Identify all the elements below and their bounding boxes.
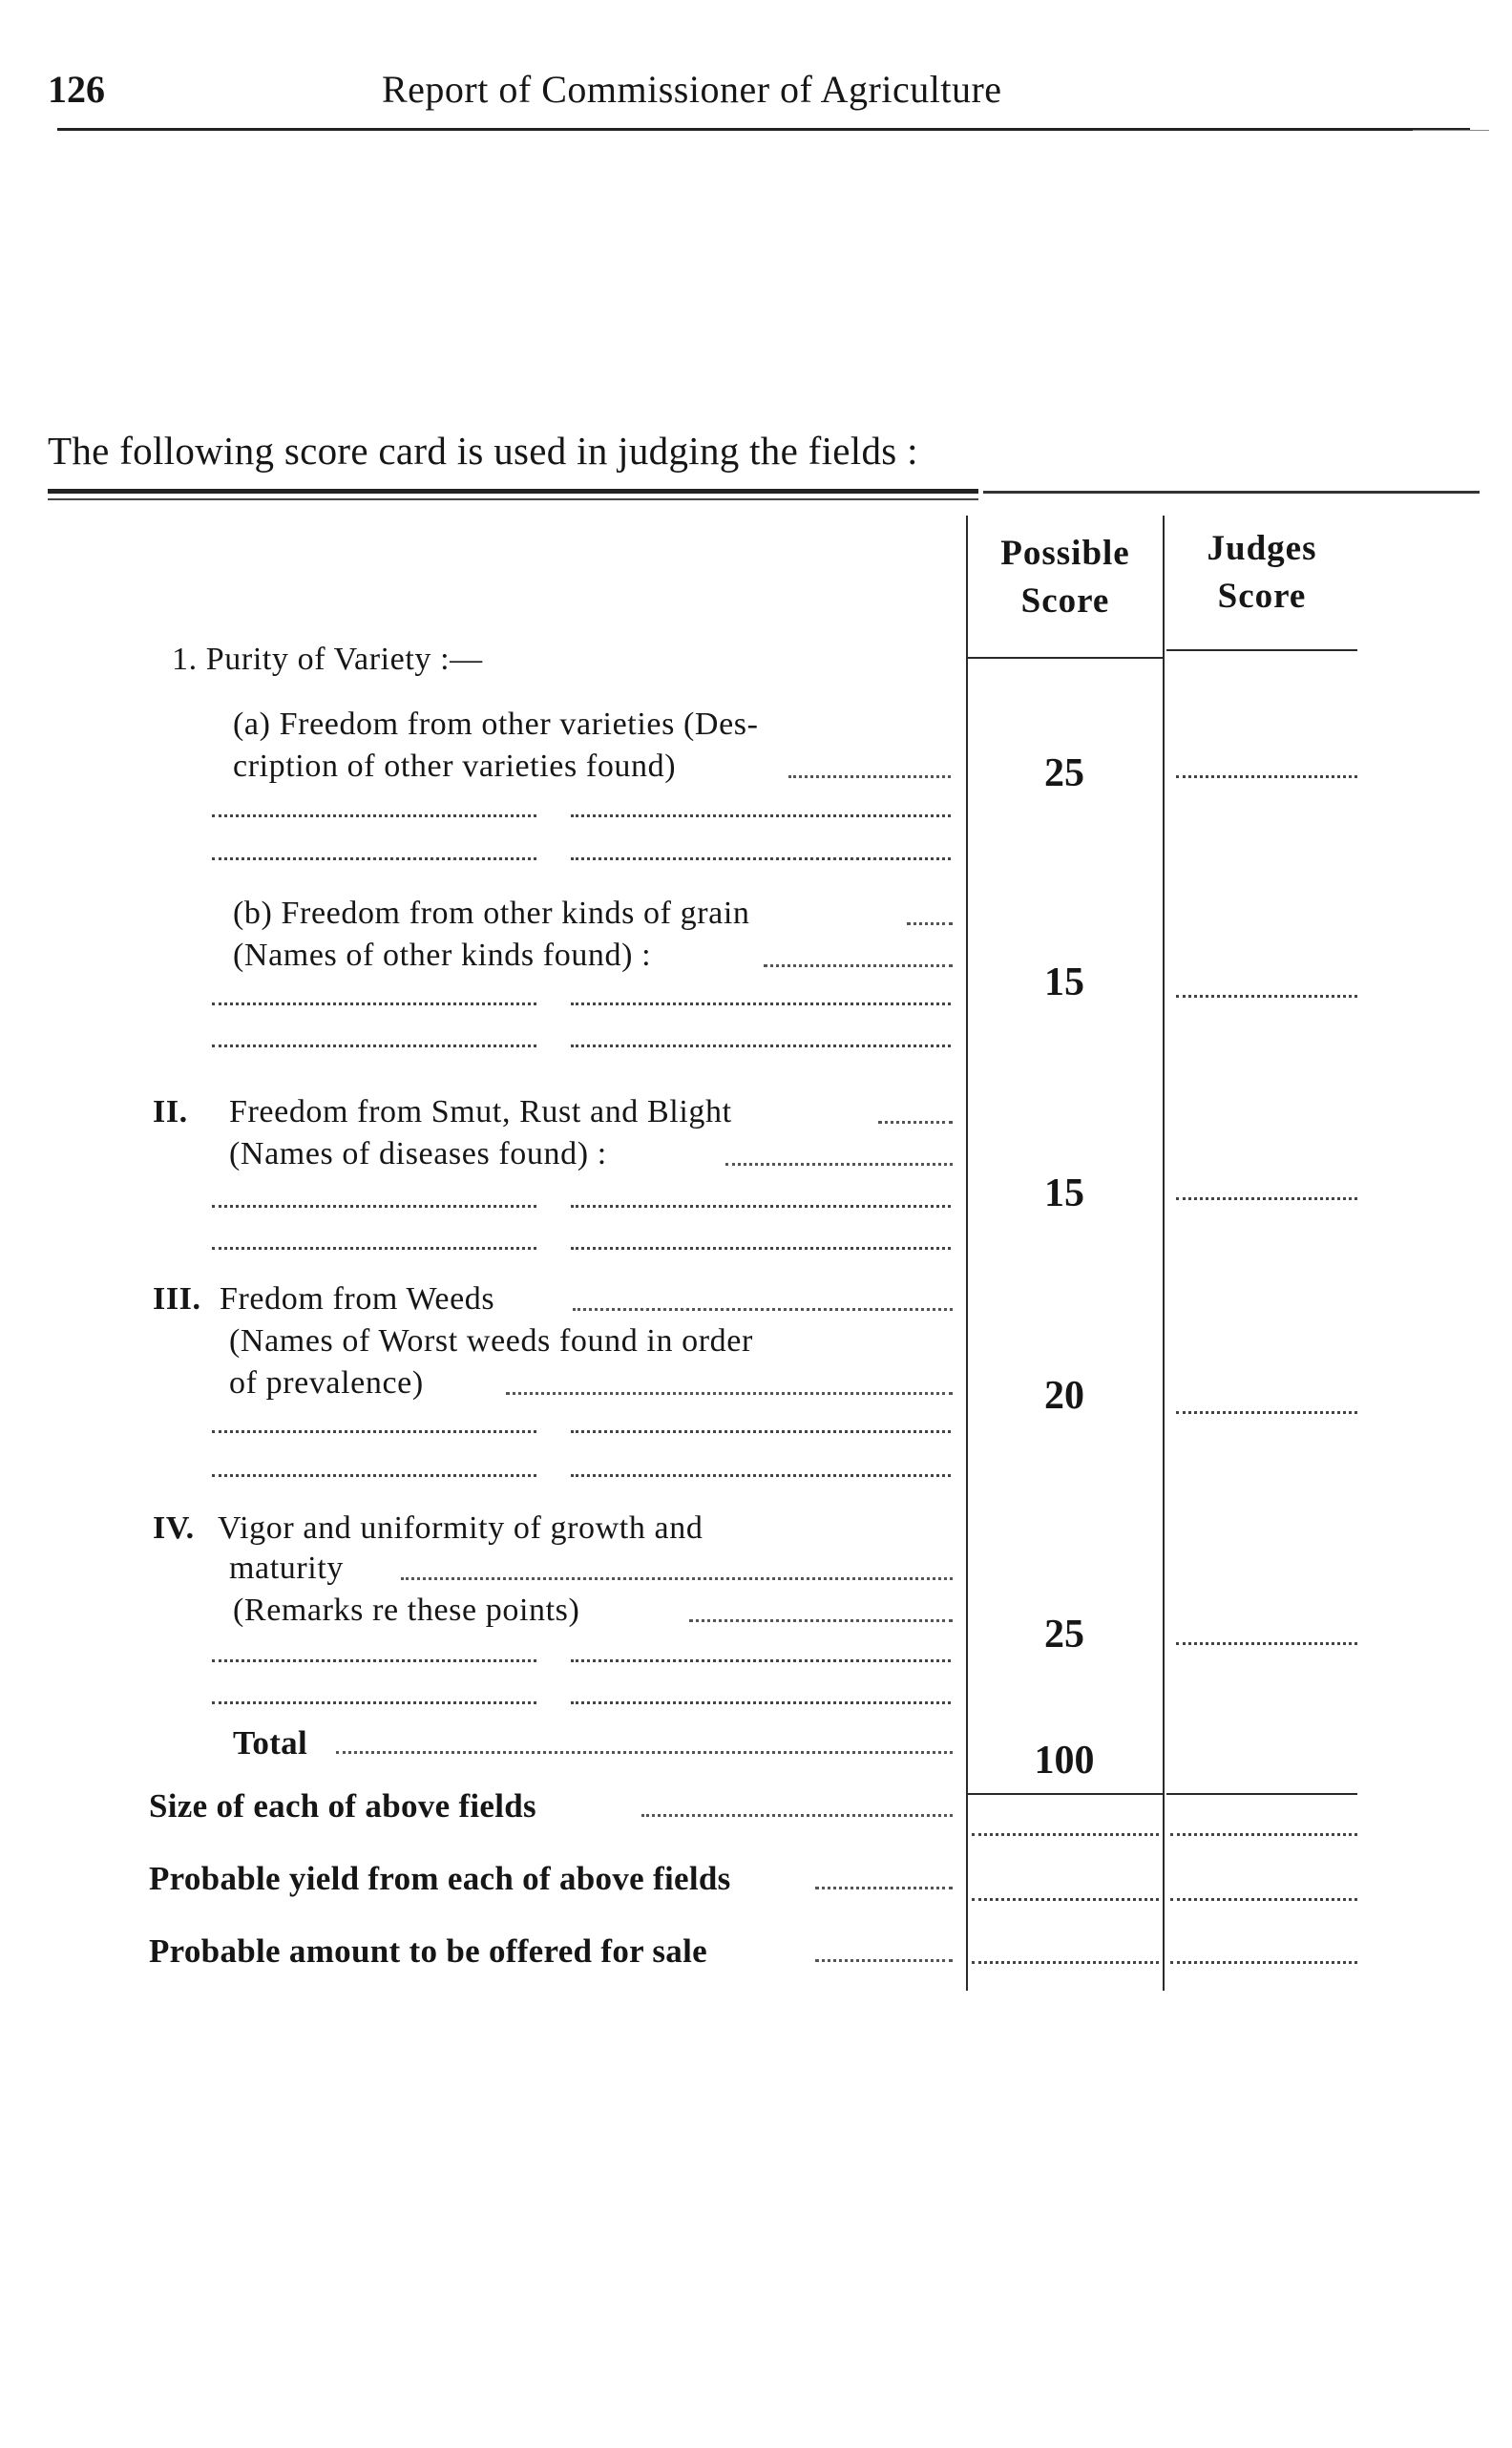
vigor-numeral: IV. [153, 1510, 195, 1546]
leader-dots [689, 1619, 953, 1622]
judges-entry-line [1176, 1197, 1357, 1200]
table-top-rule-right [983, 491, 1480, 494]
table-top-rule-inner [48, 498, 978, 500]
possible-score-header [964, 530, 1166, 625]
purity-b-line1: (b) Freedom from other kinds of grain [233, 896, 750, 931]
total-score: 100 [1034, 1739, 1095, 1783]
leader-dots [764, 964, 953, 967]
purity-heading: 1. Purity of Variety :— [172, 642, 483, 677]
possible-entry-line [972, 1833, 1159, 1836]
vigor-line2: maturity [229, 1551, 344, 1586]
possible-header-line2: Score [1020, 581, 1110, 621]
leader-dots [401, 1577, 953, 1580]
entry-line [212, 1474, 536, 1477]
leader-dots [725, 1163, 953, 1166]
judges-entry-line [1170, 1898, 1357, 1901]
header-rule [57, 128, 1470, 131]
entry-line [571, 1659, 951, 1662]
judges-entry-line [1170, 1833, 1357, 1836]
judges-total-rule [1166, 1793, 1357, 1795]
entry-line [571, 814, 951, 817]
total-rule [968, 1793, 1163, 1795]
vigor-line1: Vigor and uniformity of growth and [218, 1510, 704, 1546]
page-number: 126 [48, 68, 105, 111]
leader-dots [815, 1887, 953, 1889]
entry-line [212, 1659, 536, 1662]
leader-dots [336, 1751, 953, 1754]
judges-entry-line [1176, 1411, 1357, 1414]
leader-dots [788, 775, 951, 778]
entry-line [212, 1045, 536, 1047]
possible-column-left-rule [966, 516, 968, 1991]
possible-entry-line [972, 1961, 1159, 1964]
possible-column-right-rule [1163, 516, 1165, 1991]
entry-line [212, 814, 536, 817]
purity-b-score: 15 [1044, 960, 1084, 1004]
possible-header-underline [968, 657, 1163, 659]
purity-a-line2: cription of other varieties found) [233, 749, 677, 784]
entry-line [571, 1045, 951, 1047]
entry-line [571, 1205, 951, 1208]
entry-line [571, 1002, 951, 1005]
smut-line2: (Names of diseases found) : [229, 1136, 607, 1171]
weeds-line3: of prevalence) [229, 1365, 424, 1401]
intro-sentence: The following score card is used in judging the fields : [48, 429, 918, 473]
leader-dots [907, 922, 953, 925]
yield-row-label: Probable yield from each of above fields [149, 1860, 731, 1897]
entry-line [212, 1002, 536, 1005]
weeds-line2: (Names of Worst weeds found in order [229, 1323, 753, 1359]
entry-line [571, 1474, 951, 1477]
judges-entry-line [1176, 1642, 1357, 1645]
leader-dots [573, 1308, 953, 1311]
possible-header-line1: Possible [1000, 534, 1130, 573]
entry-line [571, 1430, 951, 1433]
weeds-numeral: III. [153, 1281, 201, 1317]
judges-header-line2: Score [1217, 577, 1307, 616]
purity-a-line1: (a) Freedom from other varieties (Des- [233, 707, 759, 742]
judges-header-underline [1166, 649, 1357, 651]
entry-line [212, 1205, 536, 1208]
vigor-line3: (Remarks re these points) [233, 1593, 580, 1628]
judges-score-header [1166, 525, 1357, 621]
possible-entry-line [972, 1898, 1159, 1901]
purity-b-line2: (Names of other kinds found) : [233, 938, 652, 973]
smut-numeral: II. [153, 1094, 188, 1129]
judges-entry-line [1170, 1961, 1357, 1964]
entry-line [571, 1701, 951, 1704]
entry-line [571, 1247, 951, 1250]
judges-header-line1: Judges [1207, 529, 1317, 568]
judges-entry-line [1176, 995, 1357, 998]
weeds-score: 20 [1044, 1374, 1084, 1418]
table-top-rule [48, 489, 978, 494]
leader-dots [506, 1392, 953, 1395]
leader-dots [878, 1121, 953, 1124]
running-title: Report of Commissioner of Agriculture [382, 68, 1002, 111]
entry-line [212, 1430, 536, 1433]
size-row-label: Size of each of above fields [149, 1787, 536, 1825]
purity-a-score: 25 [1044, 751, 1084, 795]
entry-line [212, 1701, 536, 1704]
sale-row-label: Probable amount to be offered for sale [149, 1932, 707, 1970]
weeds-line1: Fredom from Weeds [220, 1281, 495, 1317]
leader-dots [815, 1959, 953, 1962]
entry-line [212, 857, 536, 860]
header-rule-tail [1413, 130, 1489, 131]
judges-entry-line [1176, 775, 1357, 778]
smut-score: 15 [1044, 1171, 1084, 1215]
leader-dots [641, 1814, 953, 1817]
vigor-score: 25 [1044, 1613, 1084, 1657]
entry-line [571, 857, 951, 860]
entry-line [212, 1247, 536, 1250]
total-label: Total [233, 1724, 308, 1762]
smut-line1: Freedom from Smut, Rust and Blight [229, 1094, 732, 1129]
